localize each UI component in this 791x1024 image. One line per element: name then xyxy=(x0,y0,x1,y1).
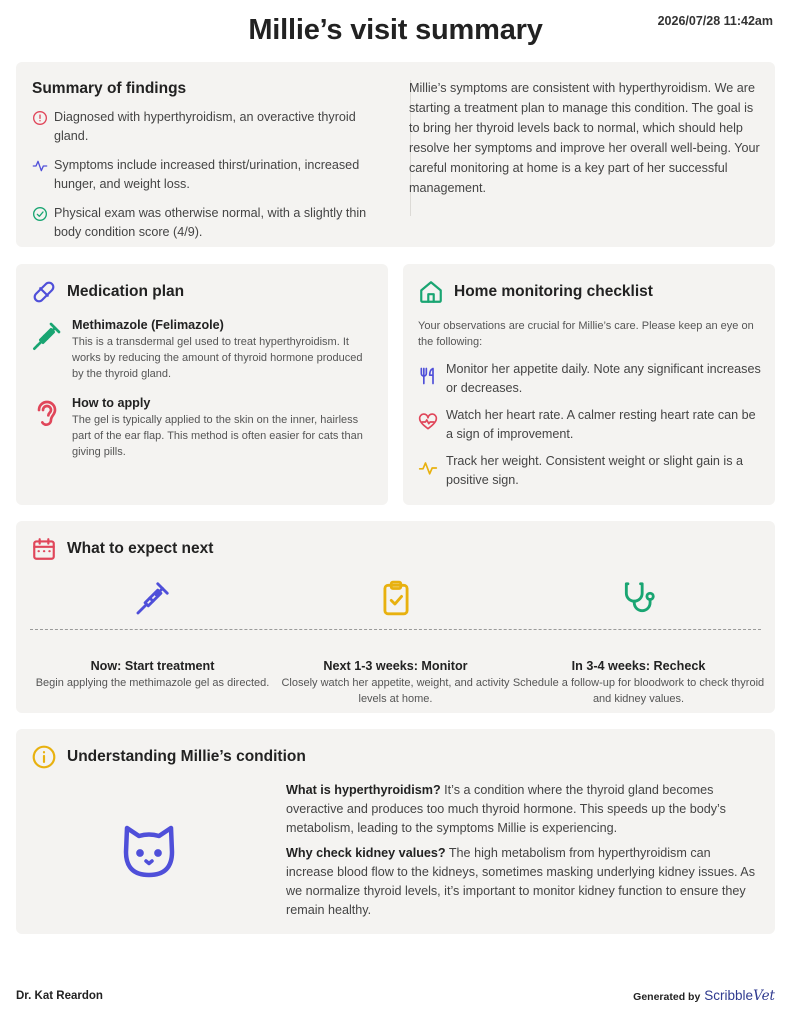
summary-heading: Summary of findings xyxy=(32,80,187,97)
checklist-text: Track her weight. Consistent weight or slight gain is a positive sign. xyxy=(446,454,744,487)
finding-item xyxy=(32,156,382,194)
finding-text: Symptoms include increased thirst/urination, increased hunger, and weight loss. xyxy=(54,158,360,191)
pulse-icon xyxy=(32,158,48,174)
info-lead: What is hyperthyroidism? xyxy=(286,783,441,797)
brand-suffix: Vet xyxy=(753,988,775,1004)
finding-item xyxy=(32,108,382,146)
brand-logo xyxy=(704,988,775,1004)
alert-circle-icon xyxy=(32,110,48,126)
finding-text: Diagnosed with hyperthyroidism, an overactive thyroid gland. xyxy=(54,110,356,143)
doctor-name: Dr. Kat Reardon xyxy=(16,990,103,1002)
monitoring-card xyxy=(403,264,775,505)
medication-card xyxy=(16,264,388,505)
info-icon xyxy=(31,744,57,770)
medication-title: Methimazole (Felimazole) xyxy=(72,318,224,332)
utensils-icon xyxy=(418,366,438,386)
checklist-item xyxy=(418,452,763,490)
checklist-text: Watch her heart rate. A calmer resting heart rate can be a sign of improvement. xyxy=(446,408,756,441)
checklist-item xyxy=(418,406,763,444)
generated-by xyxy=(633,988,775,1004)
step-title: Next 1-3 weeks: Monitor xyxy=(323,659,468,673)
timeline-step xyxy=(269,579,522,707)
monitoring-heading: Home monitoring checklist xyxy=(454,283,653,300)
medication-item xyxy=(31,396,376,460)
cat-icon xyxy=(119,822,179,880)
info-text: It’s a condition where the thyroid gland becomes overactive and produces too much thyroid hormone. This speeds up the body’s metabolism, leading to the symptoms Millie is experiencing. xyxy=(286,783,726,835)
finding-text: Physical exam was otherwise normal, with a slightly thin body condition score (4/9). xyxy=(54,206,367,239)
syringe-icon xyxy=(31,320,63,352)
timeline-step xyxy=(512,579,765,707)
summary-card xyxy=(16,62,775,247)
info-block-kidney xyxy=(286,844,756,920)
home-icon xyxy=(418,279,444,305)
generated-label: Generated by xyxy=(633,991,701,1003)
medication-heading: Medication plan xyxy=(67,283,185,300)
medication-description: This is a transdermal gel used to treat hyperthyroidism. It works by reducing the amount of thyroid hormone produced by the thyroid gland. xyxy=(72,336,363,380)
expect-card xyxy=(16,521,775,713)
step-description: Begin applying the methimazole gel as directed. xyxy=(35,677,270,689)
step-description: Schedule a follow-up for bloodwork to check thyroid and kidney values. xyxy=(512,677,765,705)
checklist-text: Monitor her appetite daily. Note any significant increases or decreases. xyxy=(446,362,761,395)
medication-description: The gel is typically applied to the skin on the inner, hairless part of the ear flap. This method is often easier for cats than giving pills. xyxy=(72,414,363,458)
summary-paragraph: Millie’s symptoms are consistent with hyperthyroidism. We are starting a treatment plan to manage this condition. The goal is to bring her thyroid levels back to normal, which should help resolve her symptoms and improve her overall well-being. Your careful monitoring at home is a key part of her successful management. xyxy=(409,81,760,195)
step-title: In 3-4 weeks: Recheck xyxy=(571,659,706,673)
syringe-icon xyxy=(134,579,172,617)
understanding-card xyxy=(16,729,775,934)
pill-icon xyxy=(31,279,57,305)
timeline-step xyxy=(26,579,279,691)
checklist-item xyxy=(418,360,763,398)
check-circle-icon xyxy=(32,206,48,222)
monitoring-intro: Your observations are crucial for Millie’s care. Please keep an eye on the following: xyxy=(418,320,754,348)
stethoscope-icon xyxy=(620,579,658,617)
step-description: Closely watch her appetite, weight, and activity levels at home. xyxy=(281,677,510,705)
page-title: Millie’s visit summary xyxy=(248,14,543,46)
medication-item xyxy=(31,318,376,382)
ear-icon xyxy=(31,398,63,430)
activity-icon xyxy=(418,458,438,478)
expect-heading: What to expect next xyxy=(67,540,214,557)
step-title: Now: Start treatment xyxy=(90,659,215,673)
info-text: The high metabolism from hyperthyroidism can increase blood flow to the kidneys, sometimes masking underlying kidney issues. As we normalize thyroid levels, it’s important to monitor kidney function to ensure they remain healthy. xyxy=(286,846,755,917)
timestamp: 2026/07/28 11:42am xyxy=(657,14,773,28)
understanding-heading: Understanding Millie’s condition xyxy=(67,748,306,765)
info-block-hyperthyroidism xyxy=(286,781,756,838)
calendar-icon xyxy=(31,536,57,562)
clipboard-check-icon xyxy=(377,579,415,617)
info-lead: Why check kidney values? xyxy=(286,846,446,860)
heart-pulse-icon xyxy=(418,412,438,432)
medication-title: How to apply xyxy=(72,396,151,410)
brand-name: Scribble xyxy=(704,988,754,1003)
finding-item xyxy=(32,204,382,242)
